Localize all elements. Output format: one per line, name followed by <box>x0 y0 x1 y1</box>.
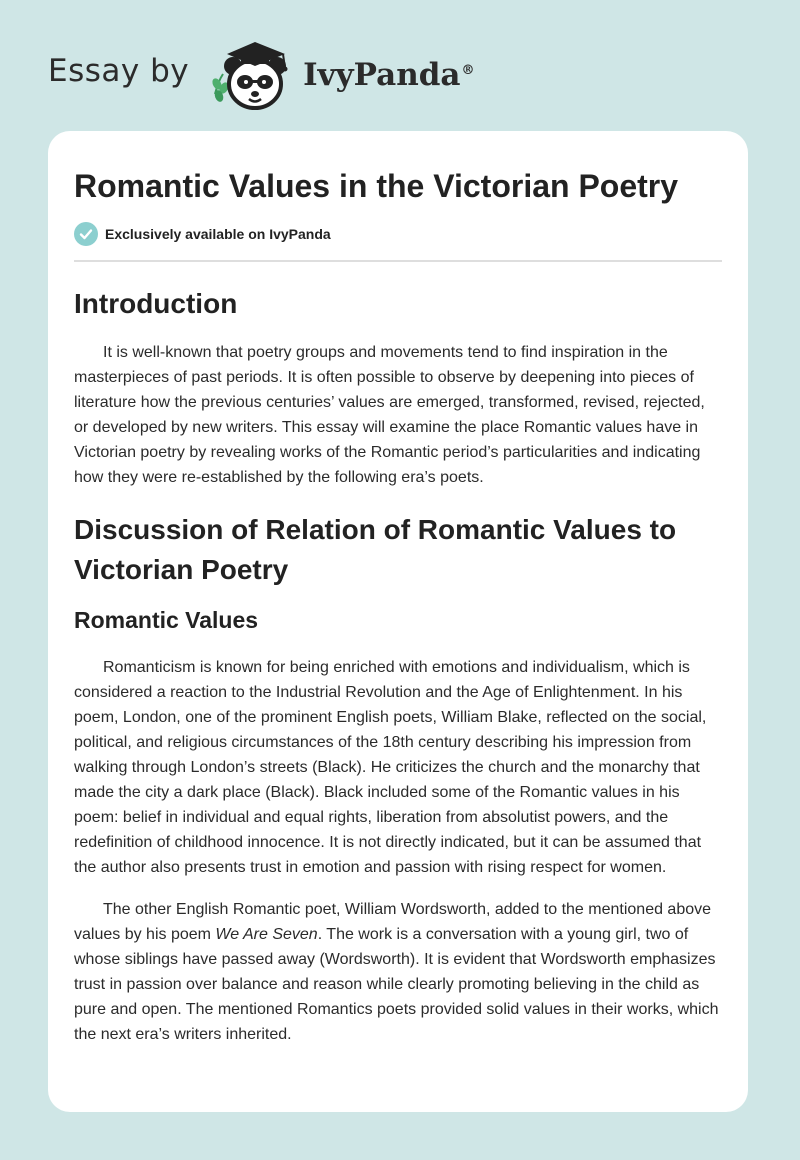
intro-paragraph: It is well-known that poetry groups and movements tend to find inspiration in the masterpieces of past periods. It is often possible to observe by deepening into pieces of literature how the previous centuries’ values are emerged, transformed, revised, rejected, or developed by new writers. This essay will examine the place Romantic values have in Victorian poetry by revealing works of the Romantic period’s particularities and indicating how they were re-established by the following era’s poets. <box>74 344 705 486</box>
brand-name <box>303 57 474 93</box>
romantic-values-paragraph: Romanticism is known for being enriched with emotions and individualism, which is considered a reaction to the Industrial Revolution and the Age of Enlightenment. In his poem, London, one of the prominent English poets, William Blake, reflected on the social, political, and religious circumstances of the 18th century describing his impression from walking through London’s streets (Black). He criticizes the church and the monarchy that made the city a dark place (Black). Black included some of the Romantic values in his poem: belief in individual and equal rights, liberation from absolutist powers, and the redefinition of childhood innocence. It is not directly indicated, but it can be assumed that the author also presents trust in emotion and passion with rising respect for women. <box>74 659 707 876</box>
section-heading-introduction: Introduction <box>74 288 238 319</box>
panda-graduate-icon <box>205 36 297 112</box>
poem-title: We Are Seven <box>215 926 318 943</box>
page-title: Romantic Values in the Victorian Poetry <box>74 168 679 204</box>
wordsworth-paragraph <box>74 897 722 1047</box>
brand-header <box>48 36 475 112</box>
exclusive-badge <box>74 221 722 247</box>
registered-mark: ® <box>461 62 475 78</box>
brand-name-text: IvyPanda <box>303 57 461 93</box>
divider <box>74 260 722 262</box>
section-heading-discussion: Discussion of Relation of Romantic Values to Victorian Poetry <box>74 514 677 585</box>
wordsworth-text-after: . The work is a conversation with a young girl, two of whose siblings have passed away (Wordsworth). It is evident that Wordsworth emphasizes trust in passion over balance and reason while clearly promoting believing in the child as pure and open. The mentioned Romantics poets provided solid values in their works, which the next era’s writers inherited. <box>74 926 719 1043</box>
badge-text: Exclusively available on IvyPanda <box>105 226 331 242</box>
article-card <box>48 131 748 1112</box>
brand-prefix: Essay by <box>48 53 190 89</box>
check-icon <box>74 222 98 246</box>
subsection-heading-romantic-values: Romantic Values <box>74 607 259 633</box>
wordsworth-text-before: The other English Romantic poet, William Wordsworth, added to the mentioned above values by his poem <box>74 901 712 943</box>
